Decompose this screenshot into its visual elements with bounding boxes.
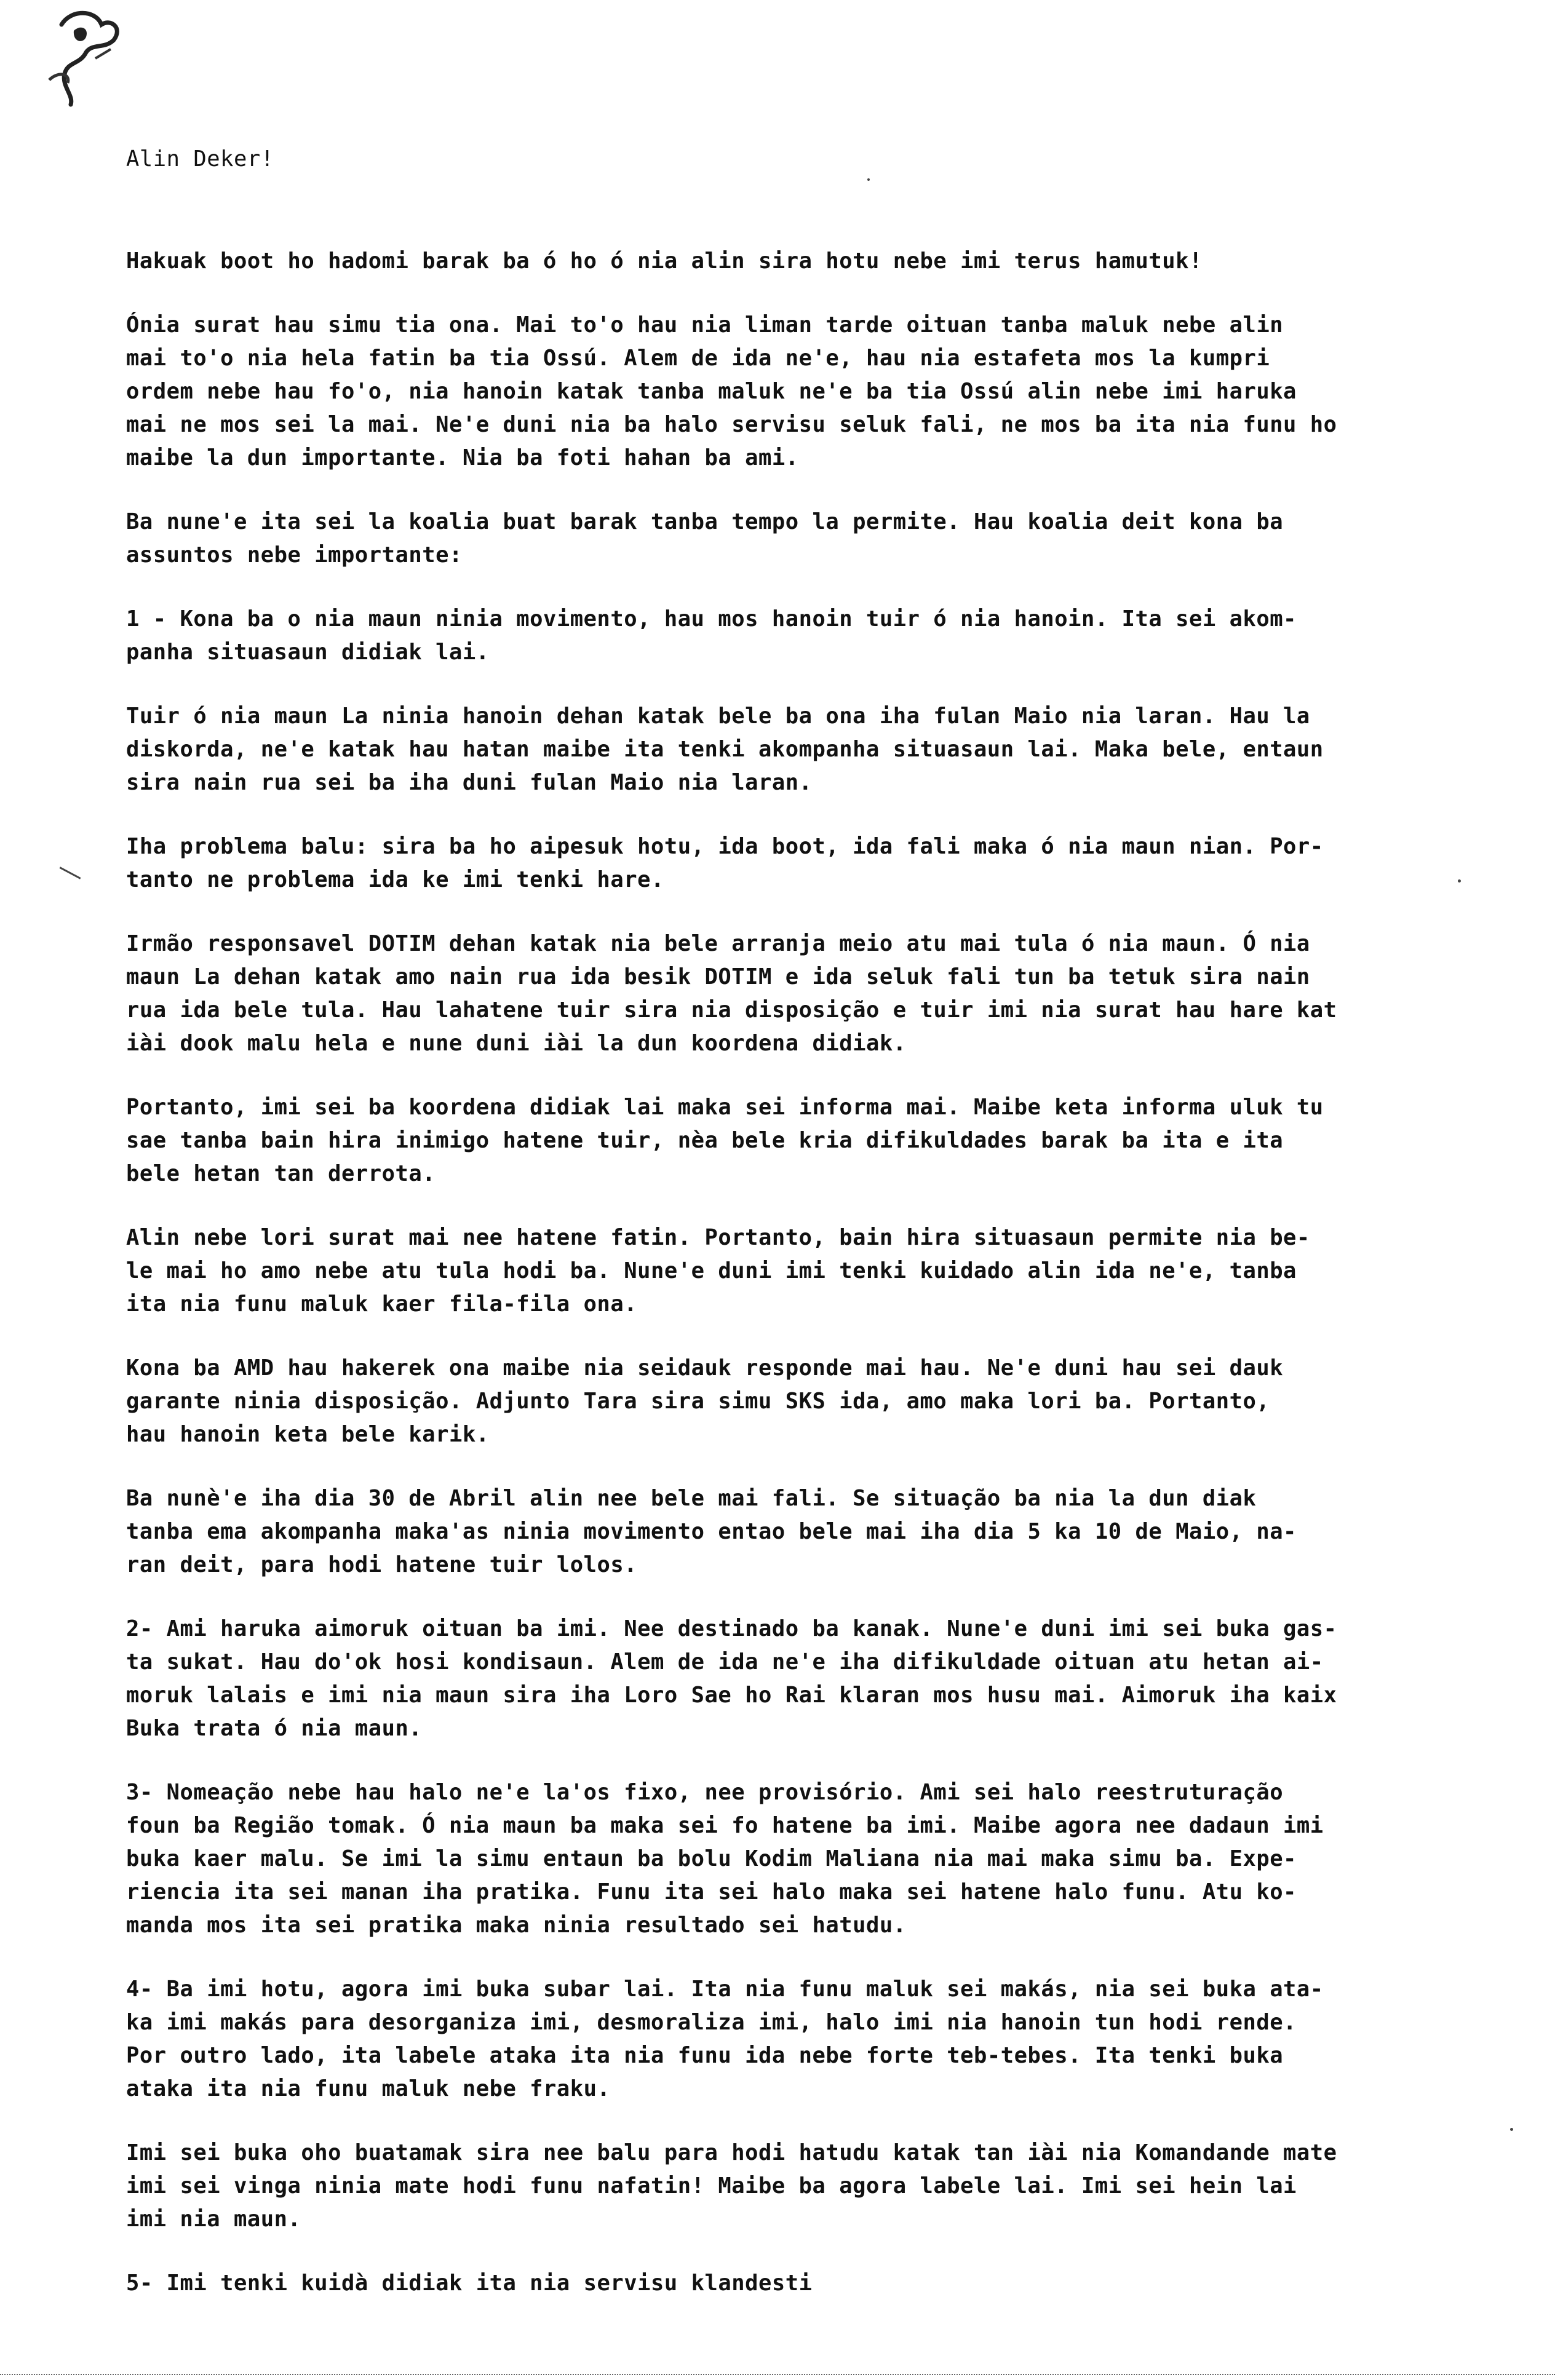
paragraph [126, 1973, 1535, 2106]
ink-stamp-mark [37, 6, 129, 111]
text-line: 5- Imi tenki kuidà didiak ita nia servisu klandesti [126, 2271, 813, 2296]
text-line: Irmão responsavel DOTIM dehan katak nia bele arranja meio atu mai tula ó nia maun. Ó nia [126, 931, 1310, 956]
text-line: maibe la dun importante. Nia ba foti hahan ba ami. [126, 445, 799, 470]
text-line: ta sukat. Hau do'ok hosi kondisaun. Alem de ida ne'e iha difikuldade oituan atu hetan ai- [126, 1649, 1324, 1675]
paragraph [126, 1776, 1535, 1942]
text-line: ran deit, para hodi hatene tuir lolos. [126, 1552, 638, 1577]
paragraph [126, 927, 1535, 1060]
page-edge-rule [0, 2374, 1555, 2376]
text-line: iài dook malu hela e nune duni iài la dun koordena didiak. [126, 1031, 907, 1056]
paragraph [126, 1612, 1535, 1745]
text-line: Iha problema balu: sira ba ho aipesuk hotu, ida boot, ida fali maka ó nia maun nian. Por- [126, 834, 1324, 859]
text-line: mai ne mos sei la mai. Ne'e duni nia ba halo servisu seluk fali, ne mos ba ita nia funu ho [126, 412, 1337, 437]
paragraph [126, 1221, 1535, 1321]
text-line: Tuir ó nia maun La ninia hanoin dehan katak bele ba ona iha fulan Maio nia laran. Hau la [126, 704, 1310, 729]
text-line: garante ninia disposição. Adjunto Tara sira simu SKS ida, amo maka lori ba. Portanto, [126, 1389, 1270, 1414]
paragraph [126, 2267, 1535, 2300]
text-line: buka kaer malu. Se imi la simu entaun ba bolu Kodim Maliana nia mai maka simu ba. Expe- [126, 1846, 1297, 1871]
margin-mark [867, 178, 870, 181]
text-line: le mai ho amo nebe atu tula hodi ba. Nune'e duni imi tenki kuidado alin ida ne'e, tanba [126, 1258, 1297, 1283]
margin-mark [1458, 879, 1461, 883]
text-line: Hakuak boot ho hadomi barak ba ó ho ó nia alin sira hotu nebe imi terus hamutuk! [126, 248, 1203, 274]
text-line: imi nia maun. [126, 2207, 301, 2232]
text-line: 4- Ba imi hotu, agora imi buka subar lai. Ita nia funu maluk sei makás, nia sei buka ata- [126, 1977, 1324, 2002]
paragraph [126, 830, 1535, 897]
paragraph [126, 1091, 1535, 1191]
salutation: Alin Deker! [126, 146, 274, 172]
text-line: Ba nunè'e iha dia 30 de Abril alin nee bele mai fali. Se situação ba nia la dun diak [126, 1486, 1257, 1511]
text-line: maun La dehan katak amo nain rua ida besik DOTIM e ida seluk fali tun ba tetuk sira nain [126, 964, 1310, 990]
text-line: Buka trata ó nia maun. [126, 1716, 423, 1741]
text-line: ataka ita nia funu maluk nebe fraku. [126, 2076, 611, 2101]
paragraph [126, 603, 1535, 669]
text-line: tanba ema akompanha maka'as ninia movimento entao bele mai iha dia 5 ka 10 de Maio, na- [126, 1519, 1297, 1544]
text-line: sae tanba bain hira inimigo hatene tuir, nèa bele kria difikuldades barak ba ita e ita [126, 1128, 1284, 1153]
text-line: Ba nune'e ita sei la koalia buat barak tanba tempo la permite. Hau koalia deit kona ba [126, 509, 1284, 534]
text-line: Portanto, imi sei ba koordena didiak lai maka sei informa mai. Maibe keta informa uluk tu [126, 1095, 1324, 1120]
text-line: panha situasaun didiak lai. [126, 640, 490, 665]
paragraph [126, 1352, 1535, 1451]
text-line: Por outro lado, ita labele ataka ita nia funu ida nebe forte teb-tebes. Ita tenki buka [126, 2043, 1284, 2068]
paragraph [126, 2136, 1535, 2236]
text-line: mai to'o nia hela fatin ba tia Ossú. Alem de ida ne'e, hau nia estafeta mos la kumpri [126, 346, 1270, 371]
letter-body [126, 143, 1535, 2331]
margin-mark [1510, 2128, 1513, 2131]
text-line: assuntos nebe importante: [126, 542, 463, 568]
paragraph [126, 245, 1535, 278]
text-line: Kona ba AMD hau hakerek ona maibe nia seidauk responde mai hau. Ne'e duni hau sei dauk [126, 1355, 1284, 1381]
paragraph [126, 506, 1535, 572]
text-line: 3- Nomeação nebe hau halo ne'e la'os fixo, nee provisório. Ami sei halo reestruturação [126, 1780, 1284, 1805]
paragraph [126, 1482, 1535, 1582]
margin-mark [60, 867, 81, 879]
text-line: 1 - Kona ba o nia maun ninia movimento, hau mos hanoin tuir ó nia hanoin. Ita sei akom- [126, 606, 1297, 632]
text-line: sira nain rua sei ba iha duni fulan Maio nia laran. [126, 770, 813, 795]
text-line: diskorda, ne'e katak hau hatan maibe ita tenki akompanha situasaun lai. Maka bele, entaun [126, 737, 1324, 762]
text-line: riencia ita sei manan iha pratika. Funu ita sei halo maka sei hatene halo funu. Atu ko- [126, 1879, 1297, 1905]
text-line: rua ida bele tula. Hau lahatene tuir sira nia disposição e tuir imi nia surat hau hare kat [126, 998, 1337, 1023]
text-line: Imi sei buka oho buatamak sira nee balu para hodi hatudu katak tan iài nia Komandande mate [126, 2140, 1337, 2165]
text-line: moruk lalais e imi nia maun sira iha Loro Sae ho Rai klaran mos husu mai. Aimoruk iha kaix [126, 1683, 1337, 1708]
paragraph [126, 700, 1535, 799]
text-line: manda mos ita sei pratika maka ninia resultado sei hatudu. [126, 1913, 907, 1938]
text-line: ordem nebe hau fo'o, nia hanoin katak tanba maluk ne'e ba tia Ossú alin nebe imi haruka [126, 379, 1297, 404]
text-line: ita nia funu maluk kaer fila-fila ona. [126, 1291, 638, 1317]
text-line: 2- Ami haruka aimoruk oituan ba imi. Nee destinado ba kanak. Nune'e duni imi sei buka gas- [126, 1616, 1337, 1641]
text-line: bele hetan tan derrota. [126, 1161, 436, 1186]
paragraph [126, 309, 1535, 475]
text-line: Alin nebe lori surat mai nee hatene fatin. Portanto, bain hira situasaun permite nia be- [126, 1225, 1310, 1250]
text-line: foun ba Região tomak. Ó nia maun ba maka sei fo hatene ba imi. Maibe agora nee dadaun imi [126, 1813, 1324, 1838]
text-line: imi sei vinga ninia mate hodi funu nafatin! Maibe ba agora labele lai. Imi sei hein lai [126, 2173, 1297, 2199]
text-line: hau hanoin keta bele karik. [126, 1422, 490, 1447]
text-line: Ónia surat hau simu tia ona. Mai to'o hau nia liman tarde oituan tanba maluk nebe alin [126, 312, 1284, 338]
text-line: ka imi makás para desorganiza imi, desmoraliza imi, halo imi nia hanoin tun hodi rende. [126, 2010, 1297, 2035]
text-line: tanto ne problema ida ke imi tenki hare. [126, 867, 664, 892]
